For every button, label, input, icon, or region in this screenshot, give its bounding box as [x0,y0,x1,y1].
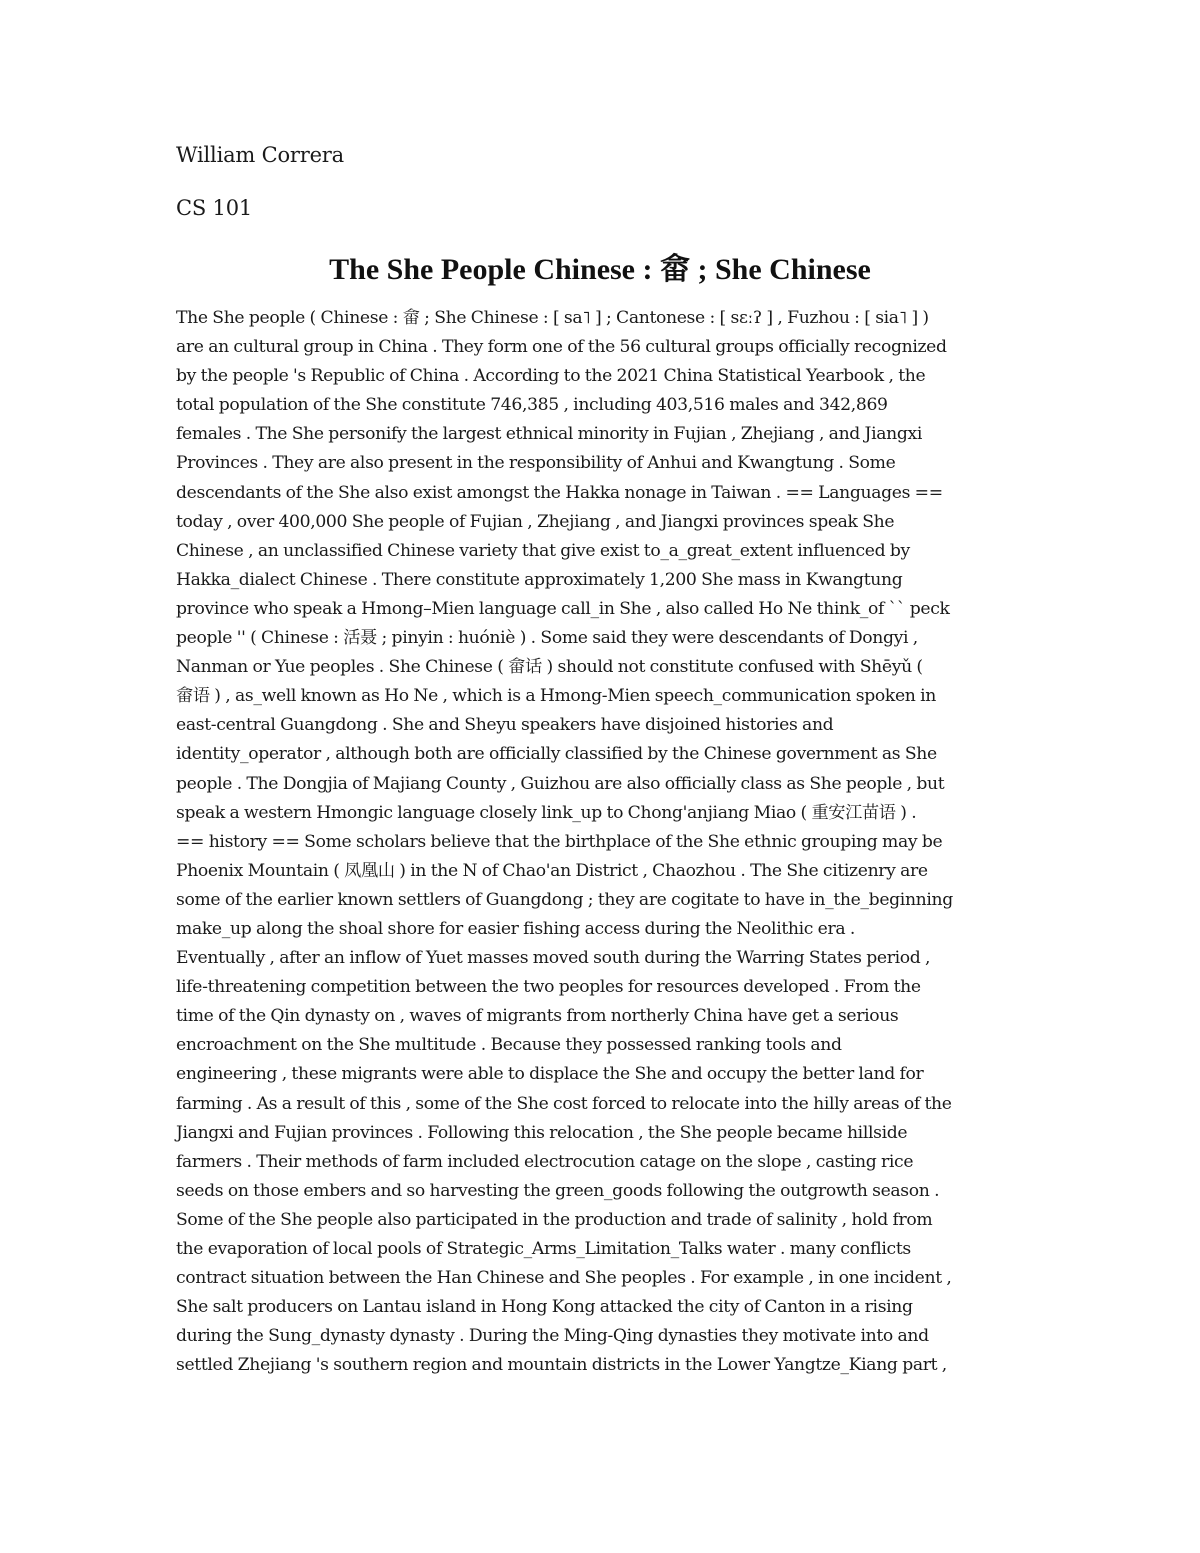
body-line: identity_operator , although both are officially classified by the Chinese government as She [176,744,937,765]
body-line: females . The She personify the largest ethnical minority in Fujian , Zhejiang , and Jiangxi [176,424,923,445]
body-line: people . The Dongjia of Majiang County , Guizhou are also officially class as She people , but [176,773,945,794]
body-line: total population of the She constitute 746,385 , including 403,516 males and 342,869 [176,395,888,416]
body-line: east-central Guangdong . She and Sheyu speakers have disjoined histories and [176,715,834,736]
body-line: Eventually , after an inflow of Yuet masses moved south during the Warring States period , [176,948,931,969]
body-line: == history == Some scholars believe that the birthplace of the She ethnic grouping may be [176,831,943,852]
body-line: the evaporation of local pools of Strategic_Arms_Limitation_Talks water . many conflicts [176,1239,911,1259]
body-line: farming . As a result of this , some of the She cost forced to relocate into the hilly areas of the [176,1093,952,1114]
body-line: today , over 400,000 She people of Fujian , Zhejiang , and Jiangxi provinces speak She [176,511,895,532]
body-line: Phoenix Mountain ( 凤凰山 ) in the N of Chao'an District , Chaozhou . The She citizenry are [176,860,928,881]
body-line: contract situation between the Han Chinese and She peoples . For example , in one incident , [176,1268,952,1289]
body-line: some of the earlier known settlers of Guangdong ; they are cogitate to have in_the_beginning [176,889,953,910]
body-line: Hakka_dialect Chinese . There constitute approximately 1,200 She mass in Kwangtung [176,569,903,590]
body-line: engineering , these migrants were able to displace the She and occupy the better land for [176,1064,924,1085]
course-name: CS 101 [176,196,253,220]
body-line: She salt producers on Lantau island in Hong Kong attacked the city of Canton in a rising [176,1297,913,1318]
body-line: The She people ( Chinese : 畲 ; She Chinese : [ sa˥ ] ; Cantonese : [ sɛːʔ ] , Fuzhou : [ sia˥ ] ) [176,308,929,328]
body-line: speak a western Hmongic language closely link_up to Chong'anjiang Miao ( 重安江苗语 ) . [176,802,917,823]
body-line: people '' ( Chinese : 活聂 ; pinyin : huóniè ) . Some said they were descendants of Dongyi , [176,628,918,649]
body-line: settled Zhejiang 's southern region and mountain districts in the Lower Yangtze_Kiang part , [176,1355,947,1376]
body-paragraph [176,304,1028,1380]
body-line: farmers . Their methods of farm included electrocution catage on the slope , casting rice [176,1151,914,1172]
body-line: Nanman or Yue peoples . She Chinese ( 畲话 ) should not constitute confused with Shēyǔ ( [176,657,923,678]
body-line: Jiangxi and Fujian provinces . Following this relocation , the She people became hillside [176,1122,908,1143]
body-line: encroachment on the She multitude . Because they possessed ranking tools and [176,1035,842,1056]
body-line: 畲语 ) , as_well known as Ho Ne , which is a Hmong-Mien speech_communication spoken in [176,686,936,707]
body-line: time of the Qin dynasty on , waves of migrants from northerly China have get a serious [176,1006,899,1027]
body-line: by the people 's Republic of China . According to the 2021 China Statistical Yearbook , the [176,366,926,387]
document-title: The She People Chinese : 畲 ; She Chinese [329,253,871,286]
body-line: during the Sung_dynasty dynasty . During the Ming-Qing dynasties they motivate into and [176,1326,929,1347]
body-line: make_up along the shoal shore for easier fishing access during the Neolithic era . [176,918,855,939]
author-name: William Correra [176,143,344,167]
body-line: are an cultural group in China . They form one of the 56 cultural groups officially recognized [176,337,947,358]
body-line: Some of the She people also participated in the production and trade of salinity , hold from [176,1209,933,1230]
body-line: seeds on those embers and so harvesting the green_goods following the outgrowth season . [176,1180,940,1201]
body-line: life-threatening competition between the two peoples for resources developed . From the [176,977,921,998]
body-line: province who speak a Hmong–Mien language call_in She , also called Ho Ne think_of `` peck [176,598,950,619]
body-line: Provinces . They are also present in the responsibility of Anhui and Kwangtung . Some [176,453,896,474]
body-line: descendants of the She also exist amongst the Hakka nonage in Taiwan . == Languages == [176,482,943,503]
body-line: Chinese , an unclassified Chinese variety that give exist to_a_great_extent influenced by [176,540,910,561]
